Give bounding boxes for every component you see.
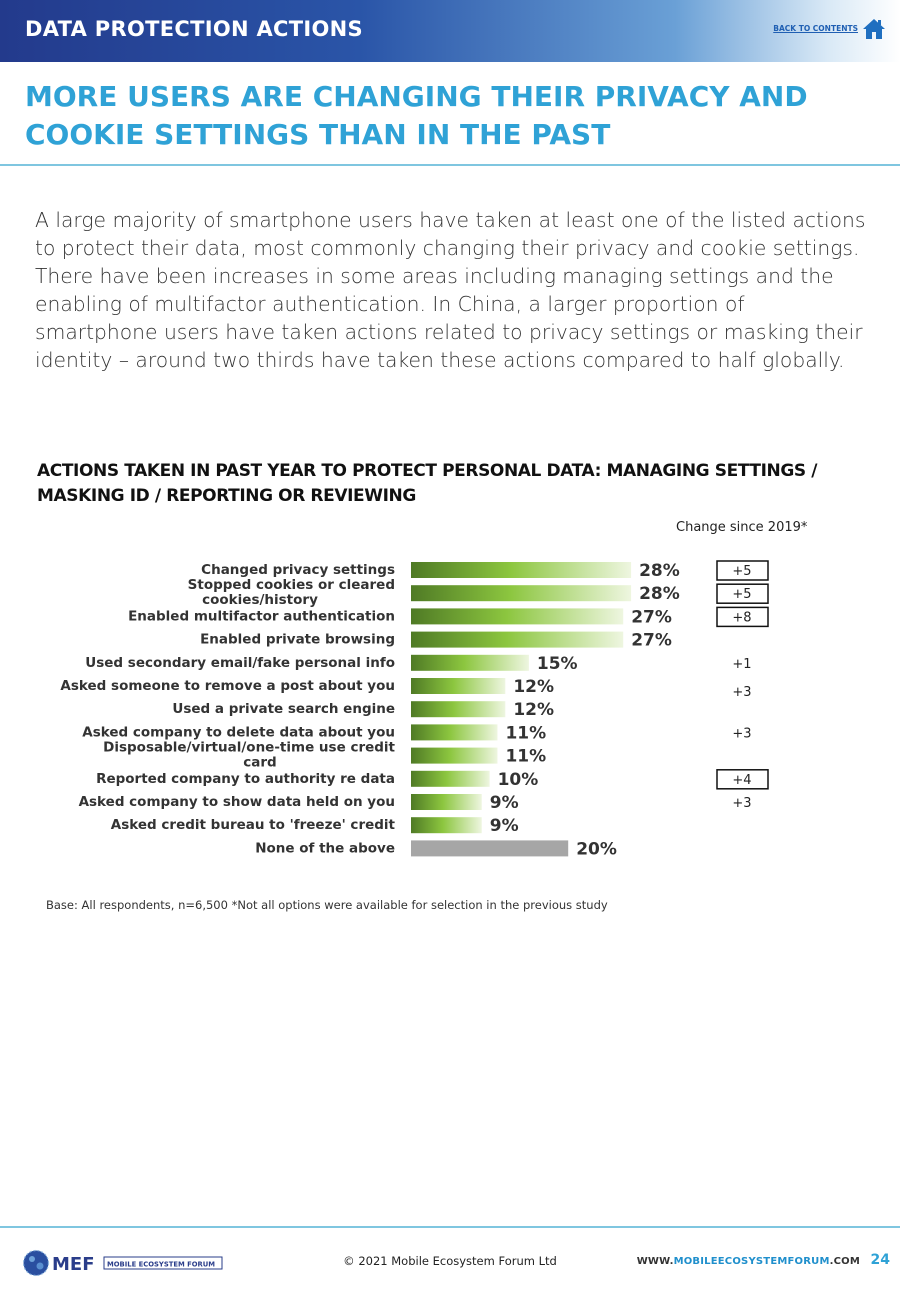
value-label: 15%	[536, 653, 578, 674]
bar	[411, 748, 497, 764]
logo-text: MEF	[52, 1254, 95, 1275]
bar	[411, 701, 505, 717]
category-label: None of the above	[255, 840, 395, 857]
value-label: 27%	[631, 607, 672, 628]
category-label: Reported company to authority re data	[96, 770, 395, 787]
website-link[interactable]: WWW.MOBILEECOSYSTEMFORUM.COM	[636, 1256, 860, 1267]
bar	[411, 585, 631, 601]
value-label: 27%	[631, 630, 672, 651]
change-value: +5	[732, 587, 752, 603]
change-value: +8	[732, 610, 752, 626]
category-label: Stopped cookies or cleared cookies/history	[187, 577, 395, 609]
bar	[411, 840, 568, 856]
change-value: +1	[732, 656, 752, 672]
value-label: 9%	[489, 793, 519, 813]
category-label: Disposable/virtual/one-time use credit card	[103, 739, 395, 771]
value-label: 9%	[489, 816, 519, 837]
bar	[411, 562, 631, 578]
back-to-contents-link[interactable]: BACK TO CONTENTS	[773, 24, 858, 33]
category-label: Enabled private browsing	[200, 631, 395, 648]
category-label: Asked credit bureau to 'freeze' credit	[110, 817, 395, 834]
footer-divider	[0, 1226, 900, 1228]
category-label: Used secondary email/fake personal info	[85, 654, 395, 671]
category-label: Asked company to delete data about you	[82, 724, 395, 741]
value-label: 12%	[513, 700, 555, 721]
change-value: +3	[732, 685, 752, 700]
change-value: +3	[732, 726, 752, 742]
copyright: © 2021 Mobile Ecosystem Forum Ltd	[343, 1254, 557, 1268]
headline-line-1: MORE USERS ARE CHANGING THEIR PRIVACY AND	[25, 80, 808, 113]
value-label: 28%	[639, 584, 680, 605]
bar	[411, 794, 482, 810]
category-label: Used a private search engine	[172, 701, 395, 718]
change-header: Change since 2019*	[676, 520, 808, 535]
section-title: DATA PROTECTION ACTIONS	[25, 17, 363, 41]
headline-line-2: COOKIE SETTINGS THAN IN THE PAST	[25, 118, 611, 151]
page-number: 24	[870, 1252, 890, 1268]
value-label: 10%	[497, 769, 539, 790]
category-label: Asked someone to remove a post about you	[60, 678, 395, 694]
category-label: Enabled multifactor authentication	[128, 608, 395, 625]
base-note: Base: All respondents, n=6,500 *Not all options were available for selection in the previous study	[46, 898, 608, 912]
bar	[411, 655, 529, 671]
category-label: Asked company to show data held on you	[78, 794, 395, 810]
bar	[411, 608, 623, 624]
value-label: 11%	[505, 746, 547, 767]
change-value: +4	[732, 772, 752, 788]
value-label: 28%	[639, 561, 680, 581]
value-label: 11%	[505, 723, 547, 744]
bar	[411, 724, 497, 740]
bar	[411, 632, 623, 648]
chart-title: ACTIONS TAKEN IN PAST YEAR TO PROTECT PERSONAL DATA: MANAGING SETTINGS / MASKING ID / REPORTING OR REVIEWING	[37, 461, 818, 506]
bar	[411, 678, 505, 694]
value-label: 20%	[576, 839, 617, 860]
logo-subtext: MOBILE ECOSYSTEM FORUM	[107, 1260, 216, 1269]
value-label: 12%	[513, 677, 555, 697]
intro-paragraph: A large majority of smartphone users have taken at least one of the listed actions to protect their data, most commonly changing their privacy and cookie settings. There have been increases in some areas including managing settings and the enabling of multifactor authentication. In China, a larger proportion of smartphone users have taken actions related to privacy settings or masking their identity – around two thirds have taken these actions compared to half globally.	[35, 208, 866, 372]
bar	[411, 817, 482, 833]
category-label: Changed privacy settings	[201, 562, 395, 578]
change-value: +3	[732, 796, 752, 811]
bar	[411, 771, 490, 787]
change-value: +5	[732, 564, 752, 579]
